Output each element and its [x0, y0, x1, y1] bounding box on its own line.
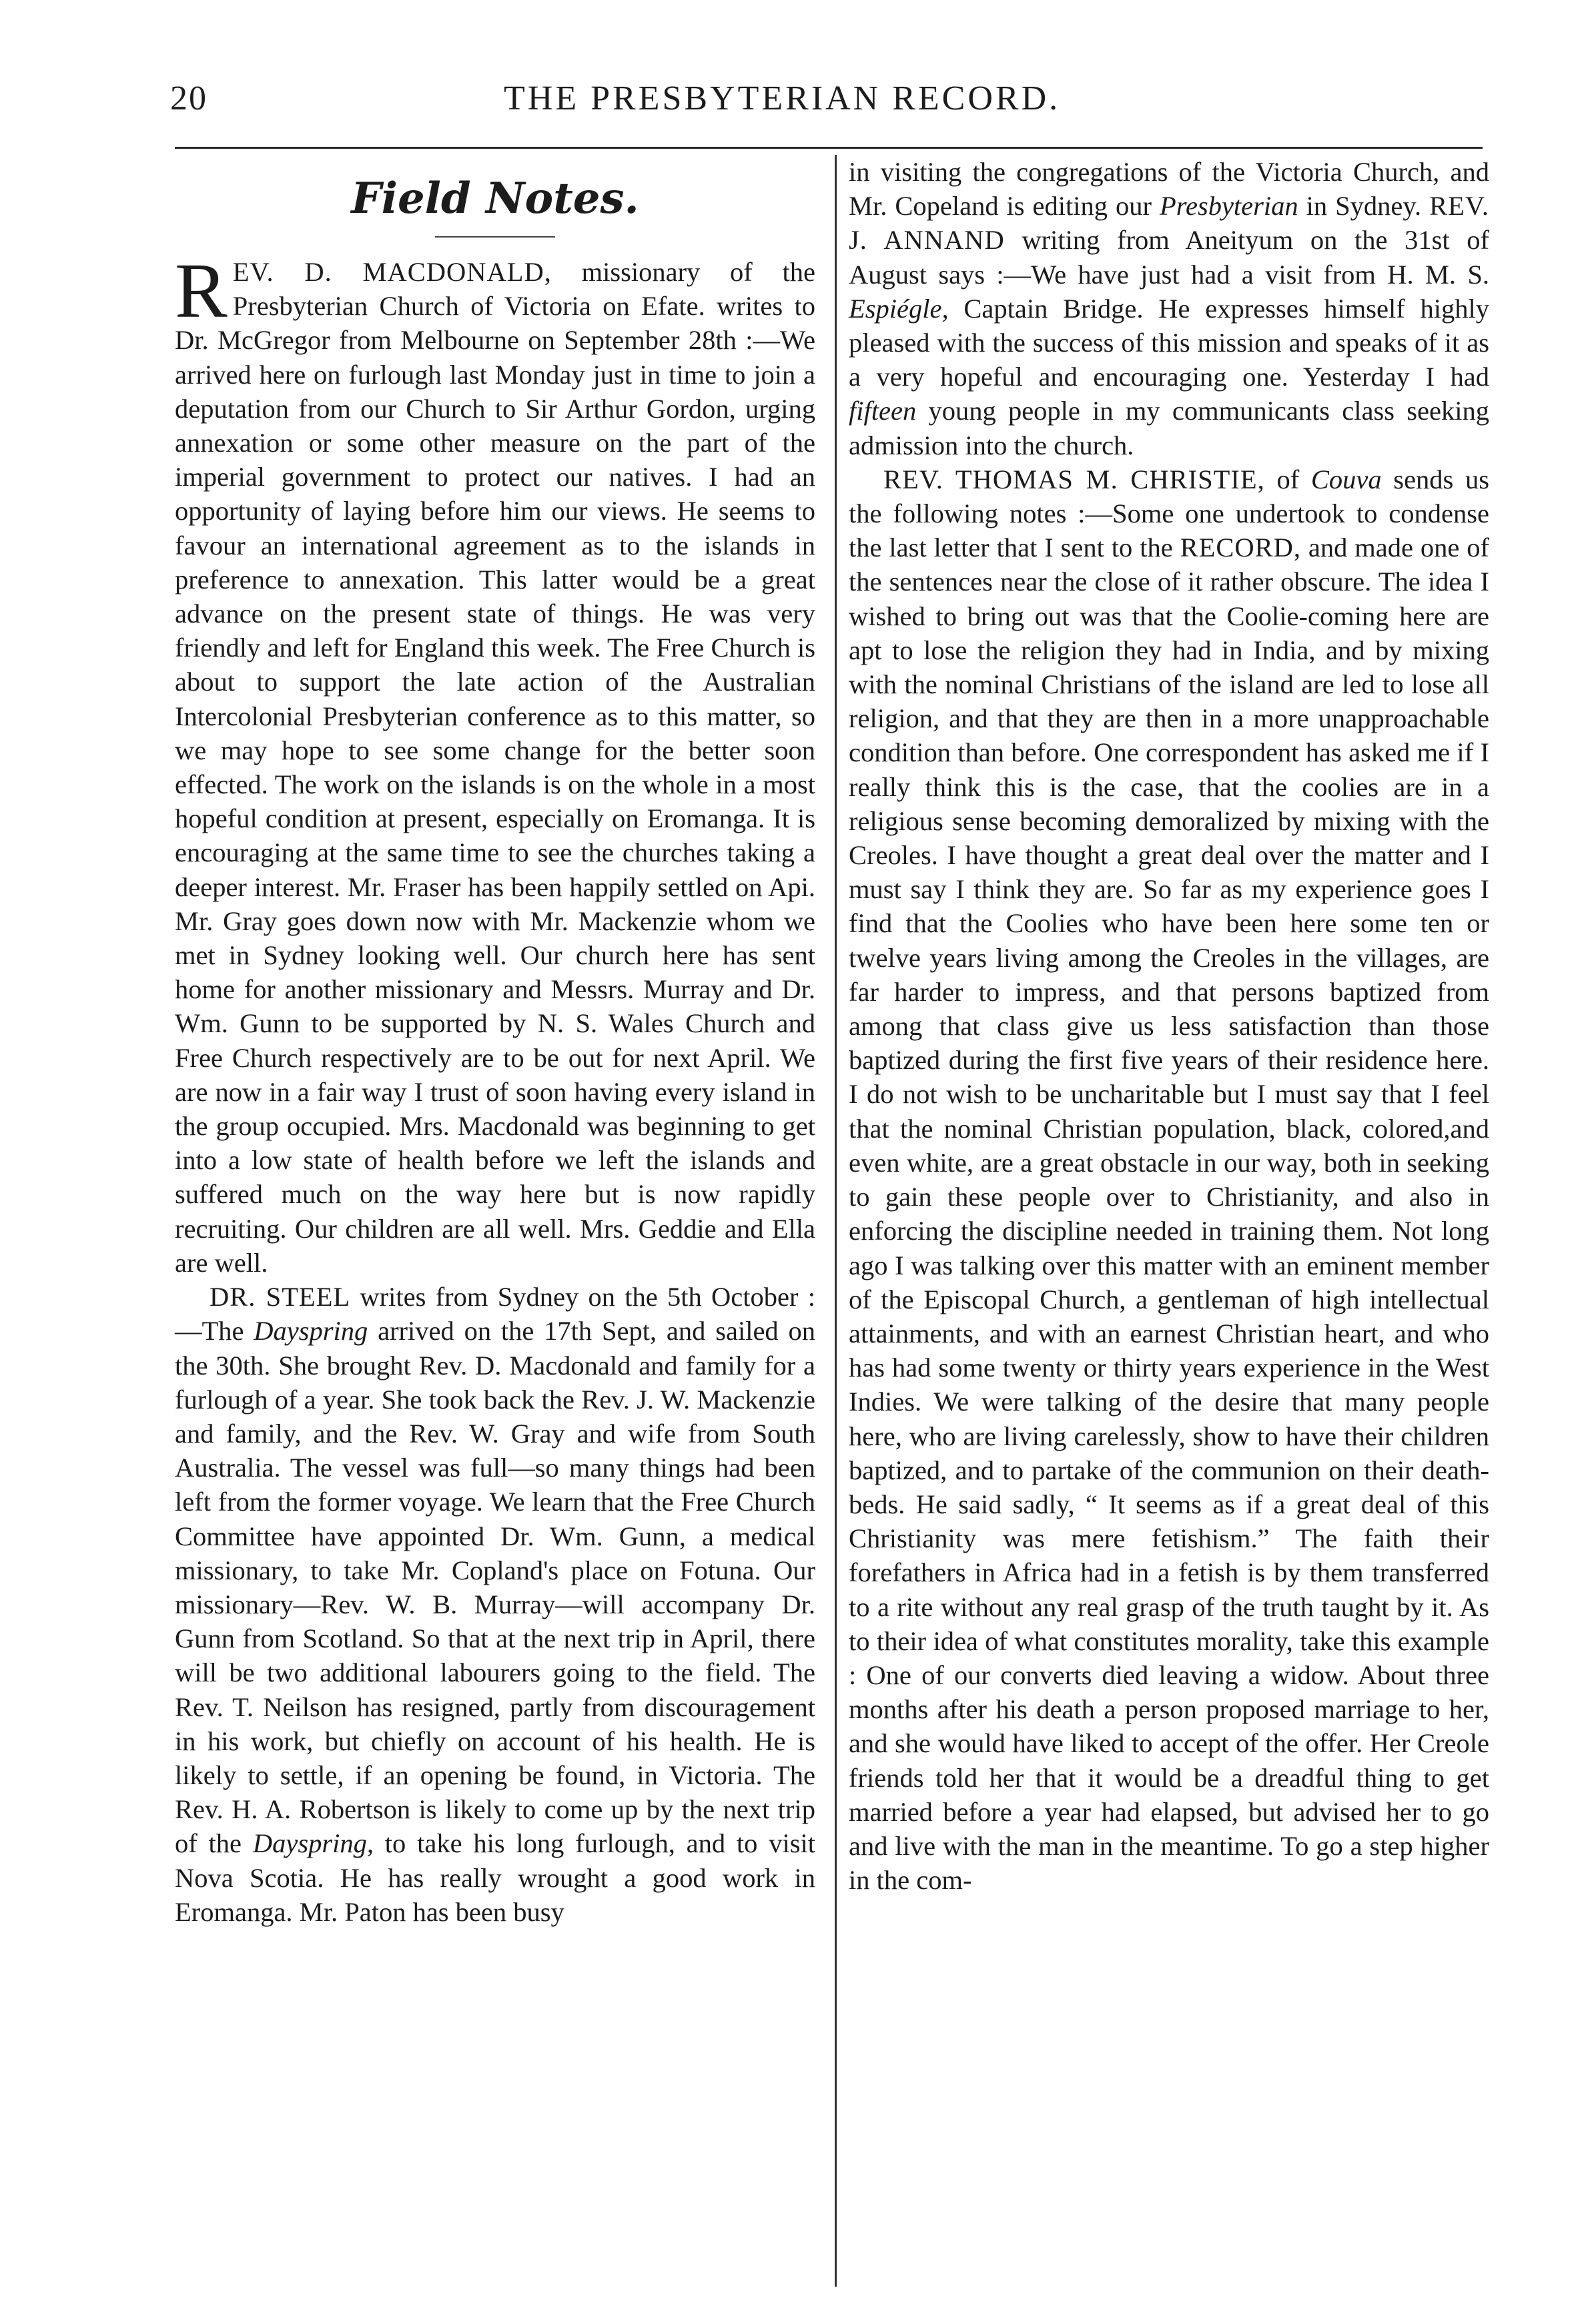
header-rule	[175, 147, 1483, 149]
paragraph-christie	[849, 462, 1489, 1898]
paragraph-text: in Sydney.	[1298, 191, 1430, 222]
author-name: REV. THOMAS M. CHRISTIE,	[883, 464, 1265, 494]
paragraph-text: sends us the following notes :—Some one undertook to condense the last letter that I sent to the	[849, 464, 1489, 563]
emphasis: fifteen	[849, 396, 917, 426]
page-header	[170, 79, 1438, 139]
ship-name: Dayspring,	[252, 1828, 374, 1859]
right-column	[849, 155, 1489, 1897]
paragraph-continued	[849, 155, 1489, 462]
newspaper-name: Presbyterian	[1159, 191, 1298, 222]
column-divider	[835, 155, 837, 2287]
drop-cap: R	[175, 247, 228, 334]
place-name: Couva	[1310, 464, 1382, 494]
author-name: REV. J. ANNAND	[849, 191, 1489, 256]
paragraph-text: young people in my communicants class seeking admission into the church.	[849, 396, 1489, 460]
paragraph-text: and made one of the sentences near the close of it rather obscure. The idea I wished to bring out was that the Coolie-coming here are apt to lose the religion they had in India, and by mixing with the nominal Christians of the island are led to lose all religion, and that they are then in a more unapproachable condition than before. One correspondent has asked me if I really think this is the case, that the coolies are in a religious sense becoming demoralized by mixing with the Creoles. I have thought a great deal over the matter and I must say I think they are. So far as my experience goes I find that the Coolies who have been here some ten or twelve years living among the Creoles in the villages, are far harder to impress, and that persons baptized from among that class give us less satisfaction than those baptized during the first five years of their residence here. I do not wish to be uncharitable but I must say that I feel that the nominal Christian population, black, colored,and even white, are a great obstacle in our way, both in seeking to gain these people over to Christianity, and also in enforcing the discipline needed in training them. Not long ago I was talking over this matter with an eminent member of the Episcopal Church, a gentleman of high intellectual attainments, and with an earnest Christian heart, and who has had some twenty or thirty years experience in the West Indies. We were talking of the desire that many people here, who are living carelessly, show to have their children baptized, and to partake of the communion on their death-beds. He said sadly, “ It seems as if a great deal of this Christianity was mere fetishism.” The faith their forefathers in Africa had in a fetish is by them transferred to a rite without any real grasp of the truth taught by it. As to their idea of what constitutes morality, take this example : One of our converts died leaving a widow. About three months after his death a person proposed marriage to her, and she would have liked to accept of the offer. Her Creole friends told her that it would be a dreadful thing to get married before a year had elapsed, but advised her to go and live with the man in the meantime. To go a step higher in the com-	[849, 532, 1489, 1896]
paragraph-text: Captain Bridge. He expresses himself highly pleased with the success of this mission and speaks of it as a very hopeful and encouraging one. Yesterday I had	[849, 293, 1489, 392]
paragraph-text: in visiting the congregations of the Victoria Church, and Mr. Copeland is editing our	[849, 157, 1489, 222]
author-name: DR. STEEL	[210, 1282, 351, 1312]
paragraph-text: writes from Sydney on the 5th October :—The	[175, 1282, 816, 1346]
author-name: EV. D. MACDONALD,	[232, 257, 552, 287]
publication-name: RECORD,	[1180, 532, 1301, 563]
paragraph-macdonald	[175, 247, 815, 1280]
page-number: 20	[170, 79, 208, 117]
paragraph-text: arrived on the 17th Sept, and sailed on the 30th. She brought Rev. D. Macdonald and family for a furlough of a year. She took back the Rev. J. W. Mackenzie and family, and the Rev. W. Gray and wife from South Australia. The vessel was full—so many things had been left from the former voyage. We learn that the Free Church Committee have appointed Dr. Wm. Gunn, a medical missionary, to take Mr. Copland's place on Fotuna. Our missionary—Rev. W. B. Murray—will accompany Dr. Gunn from Scotland. So that at the next trip in April, there will be two additional labourers going to the field. The Rev. T. Neilson has resigned, partly from discouragement in his work, but chiefly on account of his health. He is likely to settle, if an opening be found, in Victoria. The Rev. H. A. Robertson is likely to come up by the next trip of the	[175, 1316, 815, 1859]
paragraph-text: to take his long furlough, and to visit Nova Scotia. He has really wrought a good work in Eromanga. Mr. Paton has been busy	[175, 1828, 815, 1927]
left-column	[175, 155, 815, 1929]
paragraph-steel	[175, 1280, 815, 1929]
ship-name: Dayspring	[254, 1316, 368, 1346]
paragraph-text: of	[1264, 464, 1311, 494]
paragraph-text: missionary of the Presbyterian Church of Victoria on Efate. writes to Dr. McGregor from Melbourne on September 28th :—We arrived here on furlough last Monday just in time to join a deputation from our Church to Sir Arthur Gordon, urging annexation or some other measure on the part of the imperial government to protect our natives. I had an opportunity of laying before him our views. He seems to favour an international agreement as to the islands in preference to annexation. This latter would be a great advance on the present state of things. He was very friendly and left for England this week. The Free Church is about to support the late action of the Australian Intercolonial Presbyterian conference as to this matter, so we may hope to see some change for the better soon effected. The work on the islands is on the whole in a most hopeful condition at present, especially on Eromanga. It is encouraging at the same time to see the churches taking a deeper interest. Mr. Fraser has been happily settled on Api. Mr. Gray goes down now with Mr. Mackenzie whom we met in Sydney looking well. Our church here has sent home for another missionary and Messrs. Murray and Dr. Wm. Gunn to be supported by N. S. Wales Church and Free Church respectively are to be out for next April. We are now in a fair way I trust of soon having every island in the group occupied. Mrs. Macdonald was beginning to get into a low state of health before we left the islands and suffered much on the way here but is now rapidly recruiting. Our children are all well. Mrs. Geddie and Ella are well.	[175, 257, 815, 1278]
paragraph-text: writing from Aneityum on the 31st of August says :—We have just had a visit from H. M. S.	[849, 225, 1489, 290]
section-title-rule	[435, 236, 555, 238]
ship-name: Espiégle,	[849, 293, 949, 324]
section-title: Field Notes.	[351, 173, 639, 224]
running-title: THE PRESBYTERIAN RECORD.	[504, 79, 1061, 117]
